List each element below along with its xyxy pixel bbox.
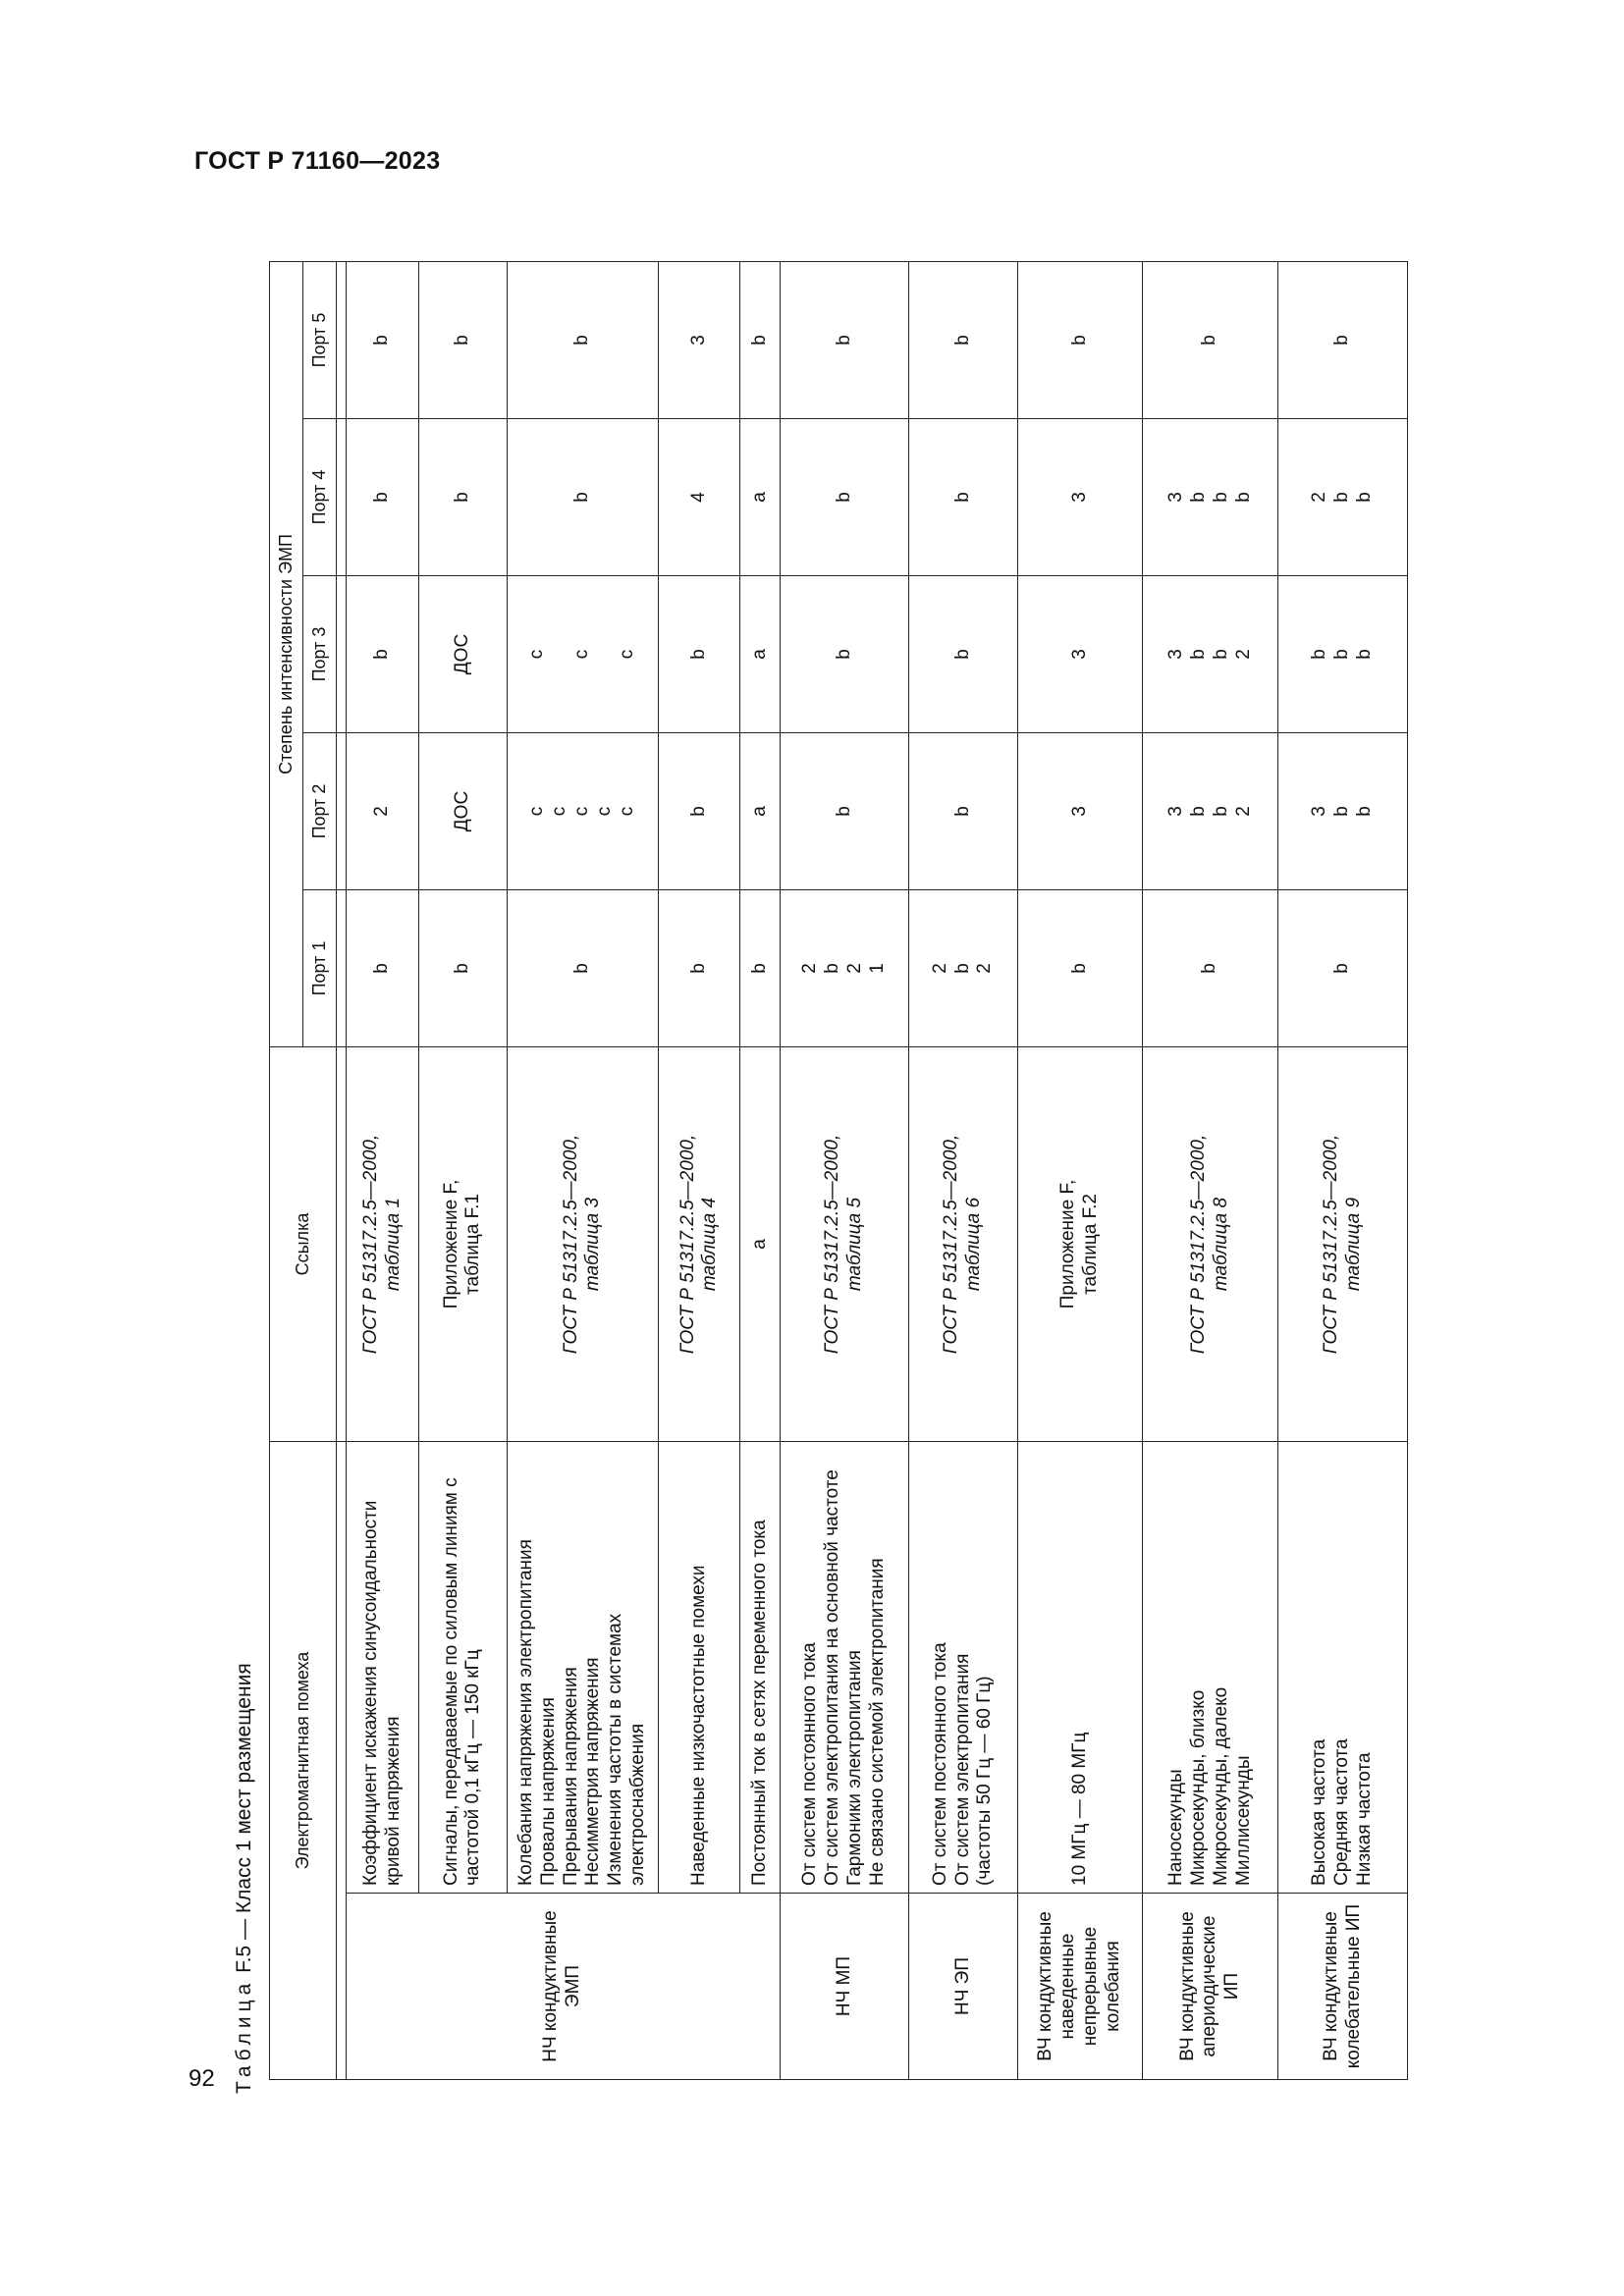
- port-value: b: [1309, 649, 1330, 660]
- disturbance-cell: [1278, 1442, 1408, 1894]
- port-cell: b: [507, 419, 659, 576]
- port-cell: b: [419, 419, 507, 576]
- reference-line: ГОСТ Р 51317.2.5—2000,: [1320, 1134, 1341, 1355]
- port-cell: b: [659, 890, 740, 1047]
- port-value: 3: [1309, 806, 1330, 817]
- reference-cell: [1278, 1047, 1408, 1442]
- reference-line: таблица 5: [843, 1197, 865, 1292]
- port-value: c: [593, 806, 615, 817]
- port-value: b: [1232, 492, 1254, 503]
- port-value: 2: [799, 963, 821, 974]
- table-row: [909, 261, 1017, 2079]
- port-cell: [507, 733, 659, 890]
- header-spacer: [337, 261, 347, 418]
- port-cell: b: [1017, 261, 1142, 418]
- disturbance-line: От систем постоянного тока: [799, 1642, 821, 1886]
- port-cell: b: [1278, 890, 1408, 1047]
- port-cell: b: [659, 733, 740, 890]
- reference-line: таблица 8: [1210, 1197, 1231, 1292]
- reference-cell: [740, 1047, 780, 1442]
- emp-table: [269, 261, 1408, 2080]
- port-value: c: [549, 806, 570, 817]
- port-cell: b: [1143, 890, 1278, 1047]
- disturbance-cell: [740, 1442, 780, 1894]
- port-value: 2: [1232, 649, 1254, 660]
- table-caption-title: F.5 — Класс 1 мест размещения: [233, 1663, 255, 1979]
- port-value: 3: [1165, 492, 1187, 503]
- col-header-port-3: Порт 3: [303, 576, 337, 733]
- disturbance-cell: [1143, 1442, 1278, 1894]
- port-value: b: [1210, 806, 1231, 817]
- port-value: 2: [1309, 492, 1330, 503]
- port-cell: a: [740, 419, 780, 576]
- port-cell: b: [659, 576, 740, 733]
- port-cell: b: [780, 733, 909, 890]
- disturbance-line: 10 МГц — 80 МГц: [1068, 1732, 1090, 1886]
- group-vch-koleb: ВЧ кондуктивные колебательные ИП: [1278, 1894, 1408, 2080]
- port-value: c: [571, 806, 593, 817]
- port-cell: b: [740, 261, 780, 418]
- reference-cell: [909, 1047, 1017, 1442]
- reference-line: таблица F.1: [462, 1194, 484, 1295]
- port-cell: ДОС: [419, 576, 507, 733]
- reference-line: таблица 9: [1342, 1197, 1364, 1292]
- col-header-port-5: Порт 5: [303, 261, 337, 418]
- port-cell: [1143, 576, 1278, 733]
- port-cell: b: [347, 261, 419, 418]
- reference-line: ГОСТ Р 51317.2.5—2000,: [822, 1134, 843, 1355]
- port-cell: b: [507, 261, 659, 418]
- port-cell: b: [419, 890, 507, 1047]
- port-cell: b: [347, 890, 419, 1047]
- port-value: b: [822, 963, 843, 974]
- port-value: b: [1331, 806, 1353, 817]
- port-value: c: [526, 649, 548, 660]
- port-value: b: [1354, 806, 1376, 817]
- reference-line: Приложение F,: [440, 1179, 461, 1309]
- disturbance-line: Микросекунды, далеко: [1210, 1686, 1231, 1886]
- port-value: c: [571, 649, 593, 660]
- port-cell: b: [1017, 890, 1142, 1047]
- reference-cell: [1017, 1047, 1142, 1442]
- reference-cell: [659, 1047, 740, 1442]
- reference-line: таблица 6: [962, 1197, 984, 1292]
- disturbance-line: Наносекунды: [1165, 1769, 1187, 1886]
- port-cell: b: [740, 890, 780, 1047]
- group-nch-ep: НЧ ЭП: [909, 1894, 1017, 2080]
- disturbance-line: От систем электропитания на основной частоте: [822, 1469, 843, 1886]
- disturbance-cell: [419, 1442, 507, 1894]
- port-cell: a: [740, 733, 780, 890]
- table-row: [740, 261, 780, 2079]
- port-cell: b: [909, 576, 1017, 733]
- reference-line: таблица 3: [582, 1197, 604, 1292]
- port-cell: b: [780, 576, 909, 733]
- disturbance-line: Миллисекунды: [1232, 1755, 1254, 1886]
- table-row: [419, 261, 507, 2079]
- table-caption: [226, 1663, 263, 2094]
- disturbance-line: Средняя частота: [1331, 1738, 1353, 1886]
- disturbance-line: От систем электропитания: [951, 1653, 973, 1886]
- port-cell: b: [507, 890, 659, 1047]
- port-cell: 4: [659, 419, 740, 576]
- reference-line: таблица 4: [699, 1197, 721, 1292]
- port-value: b: [1187, 806, 1209, 817]
- reference-line: ГОСТ Р 51317.2.5—2000,: [1187, 1134, 1209, 1355]
- port-value: b: [1187, 649, 1209, 660]
- reference-line: ГОСТ Р 51317.2.5—2000,: [941, 1134, 962, 1355]
- header-spacer: [337, 733, 347, 890]
- disturbance-line: Сигналы, передаваемые по силовым линиям с частотой 0,1 кГц — 150 кГц: [440, 1477, 484, 1886]
- port-value: 2: [1232, 806, 1254, 817]
- rotated-table-block: [226, 248, 1414, 2094]
- port-value: b: [1354, 649, 1376, 660]
- port-cell: b: [347, 576, 419, 733]
- disturbance-cell: [507, 1442, 659, 1894]
- disturbance-line: Коэффициент искажения синусоидальности кривой напряжения: [359, 1500, 404, 1886]
- port-value: 2: [843, 963, 865, 974]
- table-row: [1278, 261, 1408, 2079]
- disturbance-line: Постоянный ток в сетях переменного тока: [748, 1520, 770, 1886]
- header-spacer: [337, 576, 347, 733]
- reference-cell: [419, 1047, 507, 1442]
- port-value: b: [1210, 492, 1231, 503]
- disturbance-cell: [1017, 1442, 1142, 1894]
- disturbance-cell: [909, 1442, 1017, 1894]
- col-header-port-1: Порт 1: [303, 890, 337, 1047]
- page-number: 92: [189, 2065, 215, 2092]
- reference-line: таблица F.2: [1079, 1194, 1101, 1295]
- table-row: [659, 261, 740, 2079]
- port-value: b: [1210, 649, 1231, 660]
- port-cell: [1143, 733, 1278, 890]
- disturbance-line: От систем постоянного тока: [929, 1642, 950, 1886]
- disturbance-line: Изменения частоты в системах электроснабжения: [605, 1613, 649, 1886]
- reference-line: Приложение F,: [1057, 1179, 1079, 1309]
- port-value: 3: [1165, 806, 1187, 817]
- reference-cell: [1143, 1047, 1278, 1442]
- port-value: b: [951, 963, 973, 974]
- port-value: b: [1331, 492, 1353, 503]
- port-cell: b: [909, 261, 1017, 418]
- reference-line: ГОСТ Р 51317.2.5—2000,: [560, 1134, 581, 1355]
- reference-line: таблица 1: [382, 1197, 404, 1292]
- port-cell: 3: [1017, 733, 1142, 890]
- port-cell: [909, 890, 1017, 1047]
- disturbance-cell: [659, 1442, 740, 1894]
- group-nch-mp: НЧ МП: [780, 1894, 909, 2080]
- disturbance-line: Низкая частота: [1354, 1752, 1376, 1886]
- disturbance-line: Не связано системой электропитания: [866, 1558, 888, 1886]
- table-caption-word: Таблица: [233, 1978, 255, 2094]
- disturbance-line: Несимметрия напряжения: [582, 1657, 604, 1886]
- port-value: c: [616, 806, 637, 817]
- col-header-port-2: Порт 2: [303, 733, 337, 890]
- reference-line: ГОСТ Р 51317.2.5—2000,: [359, 1134, 381, 1355]
- port-cell: b: [347, 419, 419, 576]
- document-header: ГОСТ Р 71160—2023: [194, 147, 441, 175]
- header-spacer: [337, 1442, 347, 2080]
- disturbance-line: Микросекунды, близко: [1187, 1689, 1209, 1886]
- port-value: b: [1187, 492, 1209, 503]
- reference-line: ГОСТ Р 51317.2.5—2000,: [677, 1134, 698, 1355]
- table-row: [780, 261, 909, 2079]
- col-header-reference: Ссылка: [270, 1047, 337, 1442]
- port-value: c: [526, 806, 548, 817]
- port-cell: [1278, 576, 1408, 733]
- port-cell: b: [780, 261, 909, 418]
- reference-cell: [780, 1047, 909, 1442]
- disturbance-line: (частоты 50 Гц — 60 Гц): [974, 1676, 996, 1886]
- disturbance-line: Провалы напряжения: [537, 1697, 559, 1886]
- header-spacer: [337, 419, 347, 576]
- header-spacer: [337, 890, 347, 1047]
- port-cell: b: [780, 419, 909, 576]
- port-cell: [1143, 419, 1278, 576]
- table-row: [507, 261, 659, 2079]
- port-cell: ДОС: [419, 733, 507, 890]
- disturbance-cell: [780, 1442, 909, 1894]
- port-cell: [1278, 733, 1408, 890]
- col-header-port-4: Порт 4: [303, 419, 337, 576]
- group-nch-konduktivnye: НЧ кондуктивные ЭМП: [347, 1894, 781, 2080]
- disturbance-line: Прерывания напряжения: [560, 1667, 581, 1886]
- port-cell: [1278, 419, 1408, 576]
- port-cell: 3: [659, 261, 740, 418]
- group-vch-navedennye: ВЧ кондуктивные наведенные непрерывные колебания: [1017, 1894, 1142, 2080]
- reference-cell: [507, 1047, 659, 1442]
- col-header-disturbance: Электромагнитная помеха: [270, 1442, 337, 2080]
- port-cell: b: [1278, 261, 1408, 418]
- port-cell: b: [1143, 261, 1278, 418]
- header-spacer: [337, 1047, 347, 1442]
- port-value: 2: [974, 963, 996, 974]
- reference-cell: [347, 1047, 419, 1442]
- port-cell: b: [909, 419, 1017, 576]
- port-cell: 3: [1017, 576, 1142, 733]
- table-row: [1143, 261, 1278, 2079]
- port-cell: [780, 890, 909, 1047]
- reference-line: a: [748, 1239, 770, 1250]
- port-cell: b: [909, 733, 1017, 890]
- group-vch-aperiod: ВЧ кондуктивные апериодические ИП: [1143, 1894, 1278, 2080]
- port-cell: 2: [347, 733, 419, 890]
- port-cell: b: [419, 261, 507, 418]
- disturbance-line: Высокая частота: [1309, 1738, 1330, 1886]
- port-cell: a: [740, 576, 780, 733]
- disturbance-line: Гармоники электропитания: [843, 1650, 865, 1886]
- table-row: [347, 261, 419, 2079]
- disturbance-line: Наведенные низкочастотные помехи: [687, 1565, 709, 1886]
- disturbance-line: Колебания напряжения электропитания: [515, 1539, 537, 1886]
- disturbance-cell: [347, 1442, 419, 1894]
- port-value: 1: [866, 963, 888, 974]
- port-value: 2: [929, 963, 950, 974]
- port-cell: [507, 576, 659, 733]
- col-header-levels: Степень интенсивности ЭМП: [270, 261, 303, 1046]
- port-value: b: [1354, 492, 1376, 503]
- table-row: [1017, 261, 1142, 2079]
- port-value: c: [616, 649, 637, 660]
- port-value: 3: [1165, 649, 1187, 660]
- port-value: b: [1331, 649, 1353, 660]
- port-cell: 3: [1017, 419, 1142, 576]
